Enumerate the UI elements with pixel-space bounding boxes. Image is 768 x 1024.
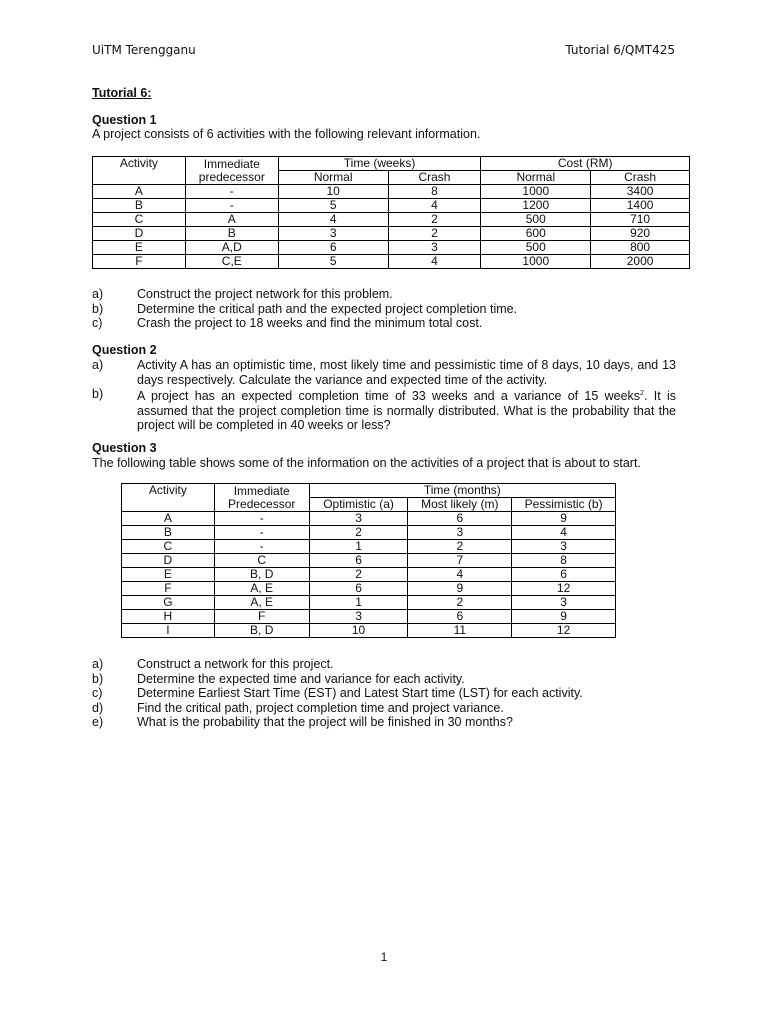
item-label: a) <box>92 287 104 301</box>
table-cell: A <box>93 185 186 199</box>
table-cell: 920 <box>591 227 690 241</box>
table-cell: 2 <box>408 596 512 610</box>
question-3-intro: The following table shows some of the information on the activities of a project that is about to start. <box>92 456 641 470</box>
table-cell: B <box>185 227 278 241</box>
table-cell: 500 <box>481 213 591 227</box>
table-cell: A <box>122 512 215 526</box>
item-label: a) <box>92 358 104 372</box>
table-cell: 6 <box>309 554 408 568</box>
table-cell: 12 <box>512 624 616 638</box>
table-cell: 2 <box>388 213 481 227</box>
col-header-activity: Activity <box>122 484 215 512</box>
table-cell: 6 <box>512 568 616 582</box>
table-cell: 8 <box>512 554 616 568</box>
table-cell: 6 <box>309 582 408 596</box>
item-text-part-1: A project has an expected completion time of 33 weeks and a variance of 15 weeks <box>137 389 641 404</box>
table-cell: 1000 <box>481 185 591 199</box>
table-cell: F <box>93 255 186 269</box>
table-cell: I <box>122 624 215 638</box>
col-header-cost-normal: Normal <box>481 171 591 185</box>
table-cell: 1200 <box>481 199 591 213</box>
table-cell: 710 <box>591 213 690 227</box>
list-item <box>92 715 676 730</box>
page-number: 1 <box>380 950 388 964</box>
table-row <box>122 610 616 624</box>
question-1-table <box>92 156 690 269</box>
list-item <box>92 657 676 672</box>
table-cell: A,D <box>185 241 278 255</box>
table-cell: C <box>122 540 215 554</box>
item-label: c) <box>92 316 103 330</box>
table-cell: 2 <box>309 568 408 582</box>
table-row <box>122 624 616 638</box>
col-header-predecessor: Immediate Predecessor <box>214 484 309 512</box>
table-cell: 500 <box>481 241 591 255</box>
table-cell: A <box>185 213 278 227</box>
table-cell: 10 <box>309 624 408 638</box>
table-cell: 8 <box>388 185 481 199</box>
table-row <box>122 540 616 554</box>
table-cell: 4 <box>388 199 481 213</box>
table-cell: G <box>122 596 215 610</box>
table-cell: B <box>93 199 186 213</box>
table-cell: 4 <box>408 568 512 582</box>
table-cell: 9 <box>512 512 616 526</box>
table-cell: A, E <box>214 596 309 610</box>
table-cell: B <box>122 526 215 540</box>
item-label: a) <box>92 657 104 671</box>
col-header-optimistic: Optimistic (a) <box>309 498 408 512</box>
item-label: c) <box>92 686 103 700</box>
item-text: Determine Earliest Start Time (EST) and Latest Start time (LST) for each activity. <box>137 686 583 700</box>
table-cell: - <box>185 185 278 199</box>
item-text <box>137 387 676 433</box>
question-1-tasks <box>92 287 676 331</box>
table-cell: 11 <box>408 624 512 638</box>
table-cell: 2 <box>408 540 512 554</box>
table-cell: E <box>122 568 215 582</box>
table-cell: 3 <box>388 241 481 255</box>
page-title: Tutorial 6: <box>92 86 152 100</box>
question-3-heading: Question 3 <box>92 441 157 455</box>
question-2-parts <box>92 358 676 433</box>
question-1-intro: A project consists of 6 activities with the following relevant information. <box>92 127 481 141</box>
table-cell: A, E <box>214 582 309 596</box>
item-text: Activity A has an optimistic time, most likely time and pessimistic time of 8 days, 10 days, and 13 days respectively. Calculate the variance and expected time of the activity. <box>137 358 676 387</box>
col-header-most-likely: Most likely (m) <box>408 498 512 512</box>
col-header-cost: Cost (RM) <box>481 157 690 171</box>
col-header-time: Time (months) <box>309 484 615 498</box>
table-row <box>122 582 616 596</box>
table-cell: 3 <box>512 540 616 554</box>
item-text: Determine the critical path and the expected project completion time. <box>137 301 518 316</box>
table-cell: 10 <box>278 185 388 199</box>
table-cell: H <box>122 610 215 624</box>
table-cell: F <box>214 610 309 624</box>
table-cell: 9 <box>408 582 512 596</box>
question-3-table <box>121 483 616 638</box>
question-2-part-b <box>92 387 676 433</box>
question-2-part-a <box>92 358 676 387</box>
table-cell: - <box>185 199 278 213</box>
table-cell: D <box>122 554 215 568</box>
list-item <box>92 701 676 716</box>
table-cell: B, D <box>214 624 309 638</box>
table-row <box>93 185 690 199</box>
table-cell: 3 <box>309 610 408 624</box>
list-item <box>92 686 676 701</box>
question-2-heading: Question 2 <box>92 343 157 357</box>
table-cell: D <box>93 227 186 241</box>
table-cell: 3400 <box>591 185 690 199</box>
header-left: UiTM Terengganu <box>92 43 196 57</box>
table-row <box>93 213 690 227</box>
table-cell: 4 <box>278 213 388 227</box>
list-item <box>92 302 676 317</box>
table-row <box>122 568 616 582</box>
item-text: Find the critical path, project completion time and project variance. <box>137 700 504 715</box>
table-cell: 5 <box>278 199 388 213</box>
table-cell: 3 <box>408 526 512 540</box>
superscript: 2 <box>640 390 644 397</box>
item-text: Crash the project to 18 weeks and find the minimum total cost. <box>137 316 483 330</box>
table-cell: 2000 <box>591 255 690 269</box>
table-cell: 6 <box>278 241 388 255</box>
col-header-time: Time (weeks) <box>278 157 481 171</box>
table-cell: B, D <box>214 568 309 582</box>
list-item <box>92 672 676 687</box>
item-label: d) <box>92 700 104 715</box>
table-cell: C,E <box>185 255 278 269</box>
table-cell: 4 <box>512 526 616 540</box>
table-row <box>93 255 690 269</box>
table-cell: 2 <box>309 526 408 540</box>
table-cell: 6 <box>408 610 512 624</box>
table-row <box>122 526 616 540</box>
question-1-heading: Question 1 <box>92 113 157 127</box>
table-cell: - <box>214 512 309 526</box>
table-cell: 600 <box>481 227 591 241</box>
table-row <box>93 199 690 213</box>
item-text: Construct a network for this project. <box>137 657 334 671</box>
table-row <box>93 241 690 255</box>
col-header-predecessor: Immediate predecessor <box>185 157 278 185</box>
table-cell: 12 <box>512 582 616 596</box>
table-cell: 7 <box>408 554 512 568</box>
table-cell: 800 <box>591 241 690 255</box>
table-row <box>122 512 616 526</box>
table-cell: - <box>214 540 309 554</box>
table-cell: E <box>93 241 186 255</box>
table-cell: 1000 <box>481 255 591 269</box>
table-cell: 1400 <box>591 199 690 213</box>
table-cell: 5 <box>278 255 388 269</box>
table-cell: 4 <box>388 255 481 269</box>
table-row <box>93 227 690 241</box>
table-cell: 3 <box>278 227 388 241</box>
item-text: Construct the project network for this problem. <box>137 287 393 301</box>
item-label: b) <box>92 387 104 401</box>
item-label: b) <box>92 301 104 316</box>
col-header-time-normal: Normal <box>278 171 388 185</box>
question-3-tasks <box>92 657 676 730</box>
header-right: Tutorial 6/QMT425 <box>565 43 675 57</box>
item-label: e) <box>92 715 104 729</box>
item-text: Determine the expected time and variance for each activity. <box>137 671 465 686</box>
col-header-pessimistic: Pessimistic (b) <box>512 498 616 512</box>
table-cell: 2 <box>388 227 481 241</box>
list-item <box>92 287 676 302</box>
item-label: b) <box>92 671 104 686</box>
table-cell: 3 <box>309 512 408 526</box>
table-cell: - <box>214 526 309 540</box>
table-cell: C <box>214 554 309 568</box>
table-cell: F <box>122 582 215 596</box>
col-header-time-crash: Crash <box>388 171 481 185</box>
table-row <box>122 554 616 568</box>
col-header-cost-crash: Crash <box>591 171 690 185</box>
item-text: What is the probability that the project will be finished in 30 months? <box>137 715 513 729</box>
table-cell: C <box>93 213 186 227</box>
list-item <box>92 316 676 331</box>
table-cell: 1 <box>309 540 408 554</box>
item-text-part-2: . It is assumed that the project completion time is normally distributed. What is the probability that the project will be completed in 40 weeks or less? <box>137 389 676 433</box>
table-cell: 3 <box>512 596 616 610</box>
col-header-activity: Activity <box>93 157 186 185</box>
table-row <box>122 596 616 610</box>
table-cell: 9 <box>512 610 616 624</box>
table-cell: 6 <box>408 512 512 526</box>
table-cell: 1 <box>309 596 408 610</box>
